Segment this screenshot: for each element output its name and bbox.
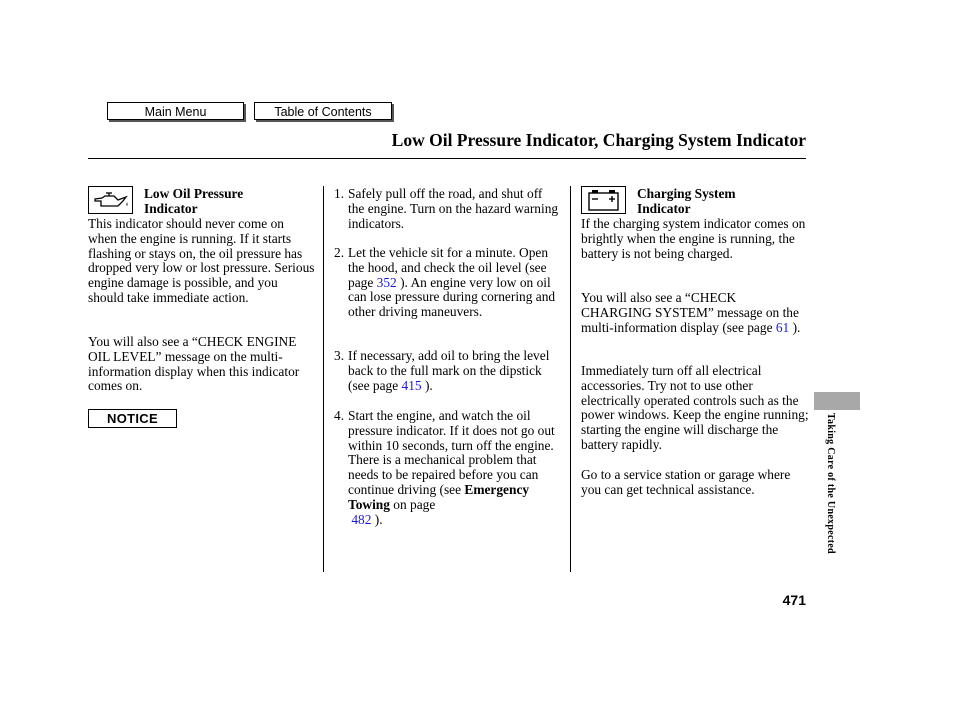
charging-paragraph-2 <box>581 291 806 335</box>
column-divider-1 <box>323 186 324 572</box>
step-text: Safely pull off the road, and shut off the engine. Turn on the hazard warning indicators. <box>348 186 559 231</box>
step-text: If necessary, add oil to bring the level back to the full mark on the dipstick (see page <box>348 348 550 393</box>
charging-heading-line2: Indicator <box>637 200 691 216</box>
charging-text: You will also see a “CHECK CHARGING SYSTEM” message on the multi-information display (see page <box>581 290 799 335</box>
charging-paragraph-1: If the charging system indicator comes on brightly when the engine is running, the battery is not being charged. <box>581 216 806 261</box>
oil-paragraph-2: You will also see a “CHECK ENGINE OIL LEVEL” message on the multi-information display when this indicator comes on. <box>88 334 300 394</box>
step-1 <box>334 187 562 231</box>
charging-text: ). <box>789 319 801 335</box>
charging-heading <box>637 187 807 217</box>
section-label: Taking Care of the Unexpected <box>825 413 836 554</box>
charging-paragraph-3: Immediately turn off all electrical accessories. Try not to use other electrically operated controls such as the power windows. Keep the engine running; starting the engine will discharge the battery rapidly. <box>581 363 809 452</box>
step-number: 1. <box>334 186 345 201</box>
step-text: on page <box>389 496 436 512</box>
battery-icon <box>581 186 626 214</box>
page-link-482[interactable]: 482 <box>351 511 372 527</box>
step-text: ). <box>421 377 433 393</box>
oil-heading <box>144 187 314 217</box>
page-number: 471 <box>782 592 806 608</box>
step-4 <box>334 409 564 527</box>
step-number: 3. <box>334 348 345 363</box>
title-divider <box>88 158 806 159</box>
step-number: 4. <box>334 408 345 423</box>
table-of-contents-button[interactable]: Table of Contents <box>254 102 392 120</box>
step-text: ). <box>371 511 383 527</box>
page-link-61[interactable]: 61 <box>775 319 790 335</box>
oil-heading-line1: Low Oil Pressure <box>144 186 244 201</box>
page-title: Low Oil Pressure Indicator, Charging System Indicator <box>391 130 806 150</box>
oil-pressure-icon <box>88 186 133 214</box>
column-divider-2 <box>570 186 571 572</box>
step-text: Let the vehicle sit for a minute. Open the hood, and check the oil level (see page <box>348 245 549 290</box>
page-link-352[interactable]: 352 <box>376 274 397 290</box>
step-text: Start the engine, and watch the oil pressure indicator. If it does not go out within 10 seconds, turn off the engine. There is a mechanical problem that needs to be repaired before you can continue driving (see <box>348 408 555 497</box>
step-number: 2. <box>334 245 345 260</box>
step-3 <box>334 349 562 393</box>
notice-badge: NOTICE <box>88 409 177 428</box>
main-menu-button[interactable]: Main Menu <box>107 102 244 120</box>
step-text: ). An engine very low on oil can lose pressure during cornering and other driving maneuvers. <box>348 274 556 320</box>
charging-heading-line1: Charging System <box>637 186 736 201</box>
emergency-towing-ref: Emergency Towing <box>348 481 530 512</box>
page-link-415[interactable]: 415 <box>401 377 422 393</box>
charging-paragraph-4: Go to a service station or garage where you can get technical assistance. <box>581 467 791 497</box>
oil-heading-line2: Indicator <box>144 200 198 216</box>
oil-paragraph-1: This indicator should never come on when the engine is running. If it starts flashing or stays on, the oil pressure has dropped very low or lost pressure. Serious engine damage is possible, and you should take immediate action. <box>88 216 315 305</box>
section-tab <box>814 392 860 410</box>
step-2 <box>334 246 562 320</box>
